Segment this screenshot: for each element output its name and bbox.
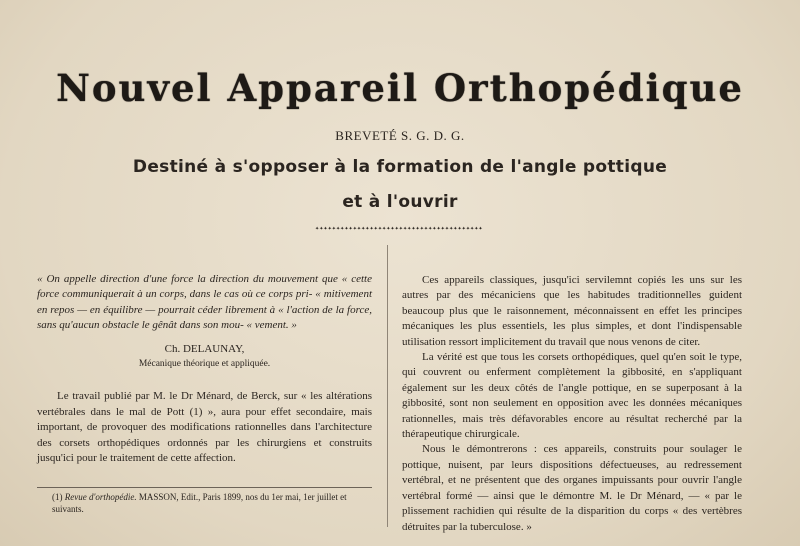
epigraph-author: Ch. DELAUNAY, — [164, 342, 245, 355]
intro-paragraph: Le travail publié par M. le Dr Ménard, de Berck, sur « les altérations vertébrales dans le mal de Pott (1) », aura pour effet secondaire, mais important, de provoquer des modifications rationnelles dans l'architecture des corsets orthopédiques ordonnés par les chirurgiens et construits jusqu'ici pour le traitement de cette affection. — [37, 390, 372, 465]
footnote-reference: Revue d'orthopédie. — [64, 492, 137, 502]
footnote — [52, 492, 372, 515]
left-column — [37, 272, 372, 466]
column-divider — [387, 245, 388, 527]
subtitle-line-2: et à l'ouvrir — [342, 192, 458, 212]
footnote-marker: (1) — [52, 492, 63, 502]
right-paragraph-1: Ces appareils classiques, jusqu'ici servilemnt copiés les uns sur les autres par des mécaniciens que les habitudes traditionnelles guident beaucoup plus que le raisonnement, méconnaissent en effet les principes mécaniques les plus essentiels, les plus simples, et dont l'indispensable utilisation ressort implicitement du travail que nous venons de citer. — [402, 274, 742, 348]
right-column — [402, 273, 742, 535]
page-title: Nouvel Appareil Orthopédique — [56, 66, 744, 110]
footnote-rule — [37, 487, 372, 488]
ornament-divider: ✦✦✦✦✦✦✦✦✦✦✦✦✦✦✦✦✦✦✦✦✦✦✦✦✦✦✦✦✦✦✦✦✦✦✦✦✦✦✦✦ — [315, 226, 483, 232]
epigraph-source: Mécanique théorique et appliquée. — [138, 359, 271, 370]
right-paragraph-3: Nous le démontrerons : ces appareils, construits pour soulager le pottique, nuisent, par leurs dispositions défectueuses, au redressement vertébral, et ne présentent que des organes impuissants pour ouvrir l'angle vertébral formé — ainsi que le démontre M. le Dr Ménard, — « par le plissement rachidien qui résulte de la disparition du corps « des vertèbres détruites par la tuberculose. » — [402, 443, 742, 533]
patent-notice: BREVETÉ S. G. D. G. — [335, 128, 465, 143]
footnote-text: MASSON, Edit., Paris 1899, nos du 1er mai, 1er juillet et suivants. — [52, 492, 347, 514]
epigraph-quote: « On appelle direction d'une force la direction du mouvement que « cette force communiquerait à un corps, dans le cas où ce corps pri- « mitivement en repos — en équilibre — pourrait céder librement à « l'action de la force, sans qu'aucun obstacle le gênât dans son mou- « vement. » — [37, 273, 372, 332]
right-paragraph-2: La vérité est que tous les corsets orthopédiques, quel qu'en soit le type, qui couvrent ou enferment complètement la gibbosité, en s'appliquant également sur les deux côtés de l'angle pottique, en se superposant à la gibbosité, sont non seulement en opposition avec les données mécaniques rationnelles, mais très défavorables encore au résultat recherché par la thérapeutique chirurgicale. — [402, 351, 742, 441]
subtitle-line-1: Destiné à s'opposer à la formation de l'angle pottique — [132, 157, 668, 177]
